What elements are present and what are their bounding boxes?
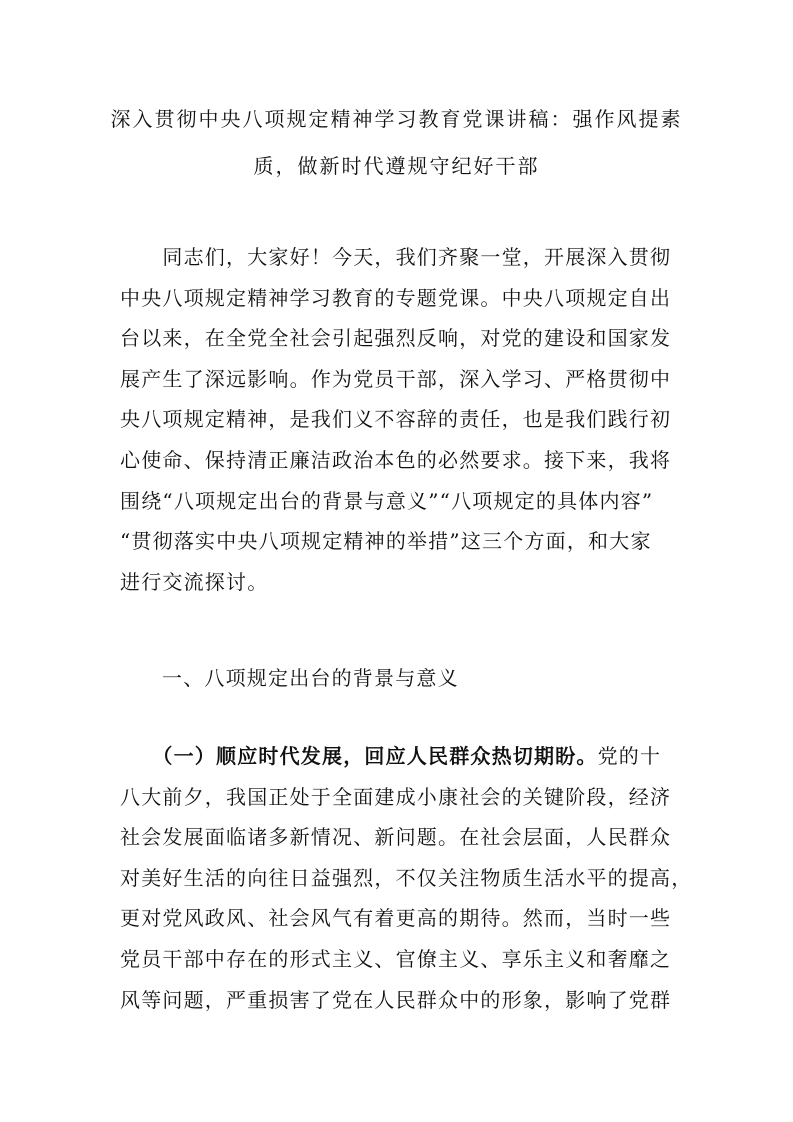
intro-paragraph xyxy=(120,237,680,602)
section-paragraph xyxy=(120,736,693,1020)
section-line: 更对党风政风、社会风气有着更高的期待。然而，当时一些 xyxy=(120,906,672,931)
intro-line: “贯彻落实中央八项规定精神的举措”这三个方面，和大家 xyxy=(120,529,652,554)
intro-line: 围绕“八项规定出台的背景与意义”“八项规定的具体内容” xyxy=(120,488,654,513)
section-line: 八大前夕，我国正处于全面建成小康社会的关键阶段，经济 xyxy=(120,784,672,809)
intro-line: 中央八项规定精神学习教育的专题党课。中央八项规定自出 xyxy=(120,285,672,310)
intro-line: 展产生了深远影响。作为党员干部，深入学习、严格贯彻中 xyxy=(120,366,672,391)
intro-line: 央八项规定精神，是我们义不容辞的责任，也是我们践行初 xyxy=(120,407,672,432)
section-first-line xyxy=(120,736,680,777)
section-line: 党员干部中存在的形式主义、官僚主义、享乐主义和奢靡之 xyxy=(120,946,672,971)
section-first-line-rest: 党的十 xyxy=(597,744,662,768)
intro-line: 心使命、保持清正廉洁政治本色的必然要求。接下来，我将 xyxy=(120,447,672,472)
section-line: 社会发展面临诸多新情况、新问题。在社会层面，人民群众 xyxy=(120,825,672,850)
section-line: 风等问题，严重损害了党在人民群众中的形象，影响了党群 xyxy=(120,987,672,1012)
title-line-2: 质，做新时代遵规守纪好干部 xyxy=(253,154,540,178)
intro-line: 台以来，在全党全社会引起强烈反响，对党的建设和国家发 xyxy=(120,326,672,351)
section-heading: 一、八项规定出台的背景与意义 xyxy=(162,666,459,690)
section-lead-bold: （一）顺应时代发展，回应人民群众热切期盼。 xyxy=(162,744,598,768)
intro-line: 进行交流探讨。 xyxy=(120,569,269,594)
title-line-1: 深入贯彻中央八项规定精神学习教育党课讲稿：强作风提素 xyxy=(110,107,683,131)
document-title xyxy=(110,96,683,190)
section-line: 对美好生活的向往日益强烈，不仅关注物质生活水平的提高， xyxy=(120,865,693,890)
intro-line: 同志们，大家好！今天，我们齐聚一堂，开展深入贯彻 xyxy=(120,245,672,269)
